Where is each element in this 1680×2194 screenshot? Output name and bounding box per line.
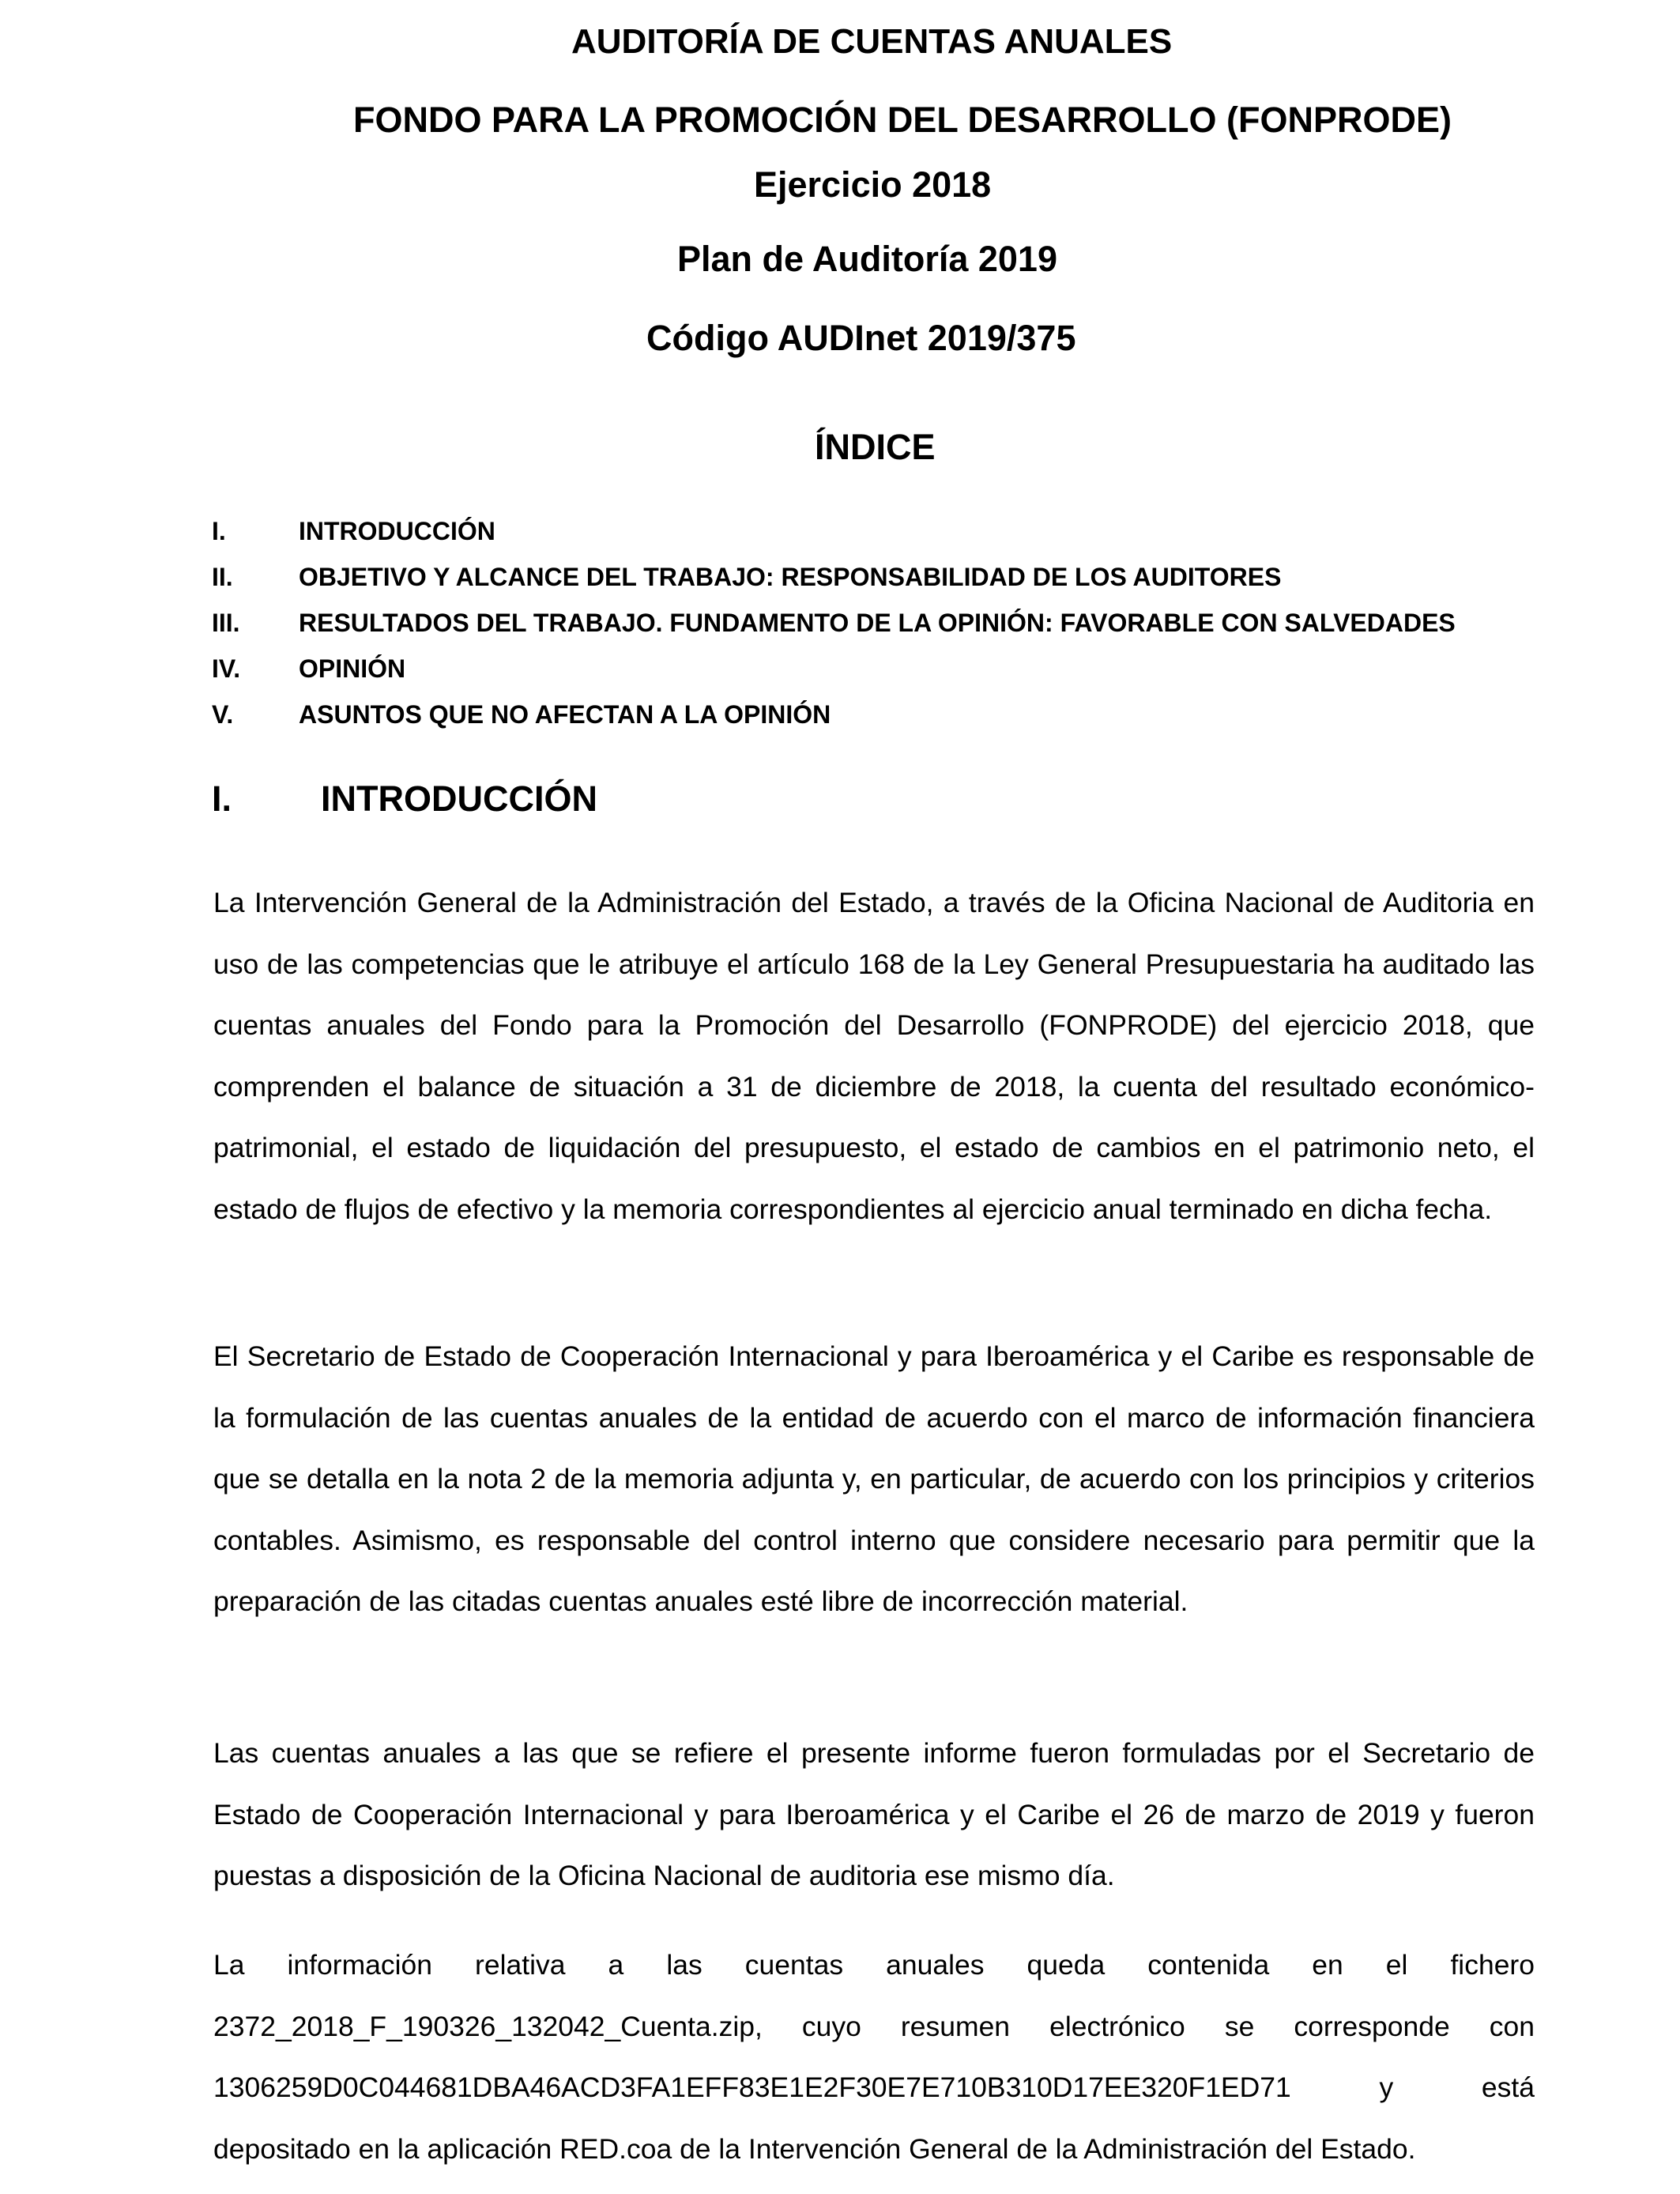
toc-item-label: INTRODUCCIÓN bbox=[299, 517, 495, 545]
hash-verb: está bbox=[1481, 2071, 1535, 2103]
toc-item bbox=[212, 512, 1555, 558]
toc-item bbox=[212, 650, 1555, 696]
paragraph-line: 2372_2018_F_190326_132042_Cuenta.zip, cuyo resumen electrónico se corresponde con bbox=[213, 2010, 1535, 2042]
paragraph-line: depositado en la aplicación RED.coa de la Intervención General de la Administración del Estado. bbox=[213, 2132, 1416, 2165]
toc-item-label: ASUNTOS QUE NO AFECTAN A LA OPINIÓN bbox=[299, 700, 831, 729]
paragraph: La Intervención General de la Administración del Estado, a través de la Oficina Nacional de Auditoria en uso de las competencias que le atribuye el artículo 168 de la Ley General Presupuestaria ha auditado las cuentas anuales del Fondo para la Promoción del Desarrollo (FONPRODE) del ejercicio 2018, que comprenden el balance de situación a 31 de diciembre de 2018, la cuenta del resultado económico-patrimonial, el estado de liquidación del presupuesto, el estado de cambios en el patrimonio neto, el estado de flujos de efectivo y la memoria correspondientes al ejercicio anual terminado en dicha fecha. bbox=[213, 887, 1535, 1225]
paragraph-line: La información relativa a las cuentas anuales queda contenida en el fichero bbox=[213, 1949, 1535, 1981]
index-title: ÍNDICE bbox=[815, 427, 936, 467]
toc-item-number: V. bbox=[212, 700, 234, 729]
toc-item-number: II. bbox=[212, 563, 233, 591]
toc-item-label: OPINIÓN bbox=[299, 654, 406, 683]
hash-conjunction: y bbox=[1379, 2071, 1394, 2103]
toc-item bbox=[212, 558, 1555, 604]
electronic-hash: 1306259D0C044681DBA46ACD3FA1EFF83E1E2F30E7E710B310D17EE320F1ED71 bbox=[213, 2071, 1291, 2103]
section-title: INTRODUCCIÓN bbox=[321, 778, 597, 819]
section-number: I. bbox=[212, 778, 232, 819]
toc-item-label: RESULTADOS DEL TRABAJO. FUNDAMENTO DE LA OPINIÓN: FAVORABLE CON SALVEDADES bbox=[299, 609, 1456, 637]
audinet-code: Código AUDInet 2019/375 bbox=[646, 318, 1076, 358]
entity-name: FONDO PARA LA PROMOCIÓN DEL DESARROLLO (FONPRODE) bbox=[353, 100, 1452, 140]
toc-item bbox=[212, 604, 1555, 650]
toc-item bbox=[212, 696, 1555, 741]
toc-item-number: IV. bbox=[212, 654, 241, 683]
paragraph: Las cuentas anuales a las que se refiere el presente informe fueron formuladas por el Secretario de Estado de Cooperación Internacional y para Iberoamérica y el Caribe el 26 de marzo de 2019 y fueron puestas a disposición de la Oficina Nacional de auditoria ese mismo día. bbox=[213, 1737, 1535, 1891]
table-of-contents bbox=[212, 512, 1555, 741]
paragraph bbox=[213, 1935, 1535, 2180]
audit-plan: Plan de Auditoría 2019 bbox=[677, 239, 1057, 279]
toc-item-label: OBJETIVO Y ALCANCE DEL TRABAJO: RESPONSABILIDAD DE LOS AUDITORES bbox=[299, 563, 1282, 591]
paragraph: El Secretario de Estado de Cooperación Internacional y para Iberoamérica y el Caribe es responsable de la formulación de las cuentas anuales de la entidad de acuerdo con el marco de información financiera que se detalla en la nota 2 de la memoria adjunta y, en particular, de acuerdo con los principios y criterios contables. Asimismo, es responsable del control interno que considere necesario para permitir que la preparación de las citadas cuentas anuales esté libre de incorrección material. bbox=[213, 1340, 1535, 1617]
hash-line bbox=[213, 2057, 1535, 2119]
toc-item-number: I. bbox=[212, 517, 226, 545]
report-title: AUDITORÍA DE CUENTAS ANUALES bbox=[571, 22, 1173, 61]
fiscal-year: Ejercicio 2018 bbox=[754, 164, 992, 205]
toc-item-number: III. bbox=[212, 609, 240, 637]
